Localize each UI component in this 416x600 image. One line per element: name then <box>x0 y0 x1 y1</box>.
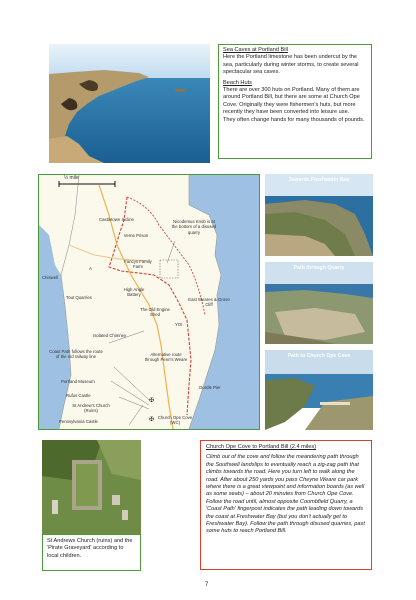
map-label-a: A <box>89 266 92 271</box>
map-label-durdle: Durdle Pier <box>199 385 221 390</box>
sea-caves-photo <box>49 44 210 163</box>
sea-caves-info-box <box>218 44 372 159</box>
map-label-chiswell: Chiswell <box>42 275 58 280</box>
church-ope-path-photo <box>265 350 373 430</box>
sea-caves-title: Sea Caves at Portland Bill <box>223 47 288 53</box>
beach-huts-title: Beach Huts <box>223 79 252 86</box>
svg-text:✠: ✠ <box>149 416 155 423</box>
map-label-nicodemus: Nicodemus Knob is at the bottom of a disused quarry <box>171 219 217 235</box>
quarry-photo-caption: Path through Quarry <box>293 265 345 271</box>
beach-huts-text: There are over 300 huts on Portland. Many of them are around Portland Bill, but there are some at Church Ope Cove. Originally they were fishermen's huts, but more recently they have been converted into leisure use. <box>223 87 360 116</box>
map-label-fancys: Fancys Family Farm <box>124 259 152 270</box>
map-label-church-ope: Church Ope Cove (WC) <box>157 415 193 426</box>
page-number: 7 <box>205 582 209 588</box>
map-label-old-engine: The Old Engine Shed <box>140 307 170 318</box>
map-label-east-weares: East Weares & Grove Cliff <box>188 297 230 308</box>
walk-directions-box <box>200 440 372 570</box>
map-label-rufus: Rufus Castle <box>66 393 91 398</box>
walk-text: Climb out of the cove and follow the meandering path through the Southwell landslips to eventually reach a zig-zag path that climbs towards the road. Here you turn left to walk along the road. After about 250 yards you pass Cheyne Weare car park where there is a great viewpoint and information boards (as well as some seats) – about 20 minutes from Church Ope Cove. Follow the road until, almost opposite Coombfield Quarry, a 'Coast Path' fingerpost indicates the path leading down towards the coast at Freshwater Bay (but you don't actually get to Freshwater Bay). Follow the path through disused quarries, past some huts to reach Portland Bill. <box>206 454 365 535</box>
map-label-st-andrews: St Andrew's Church (Ruins) <box>72 403 110 414</box>
quarry-path-photo <box>265 262 373 344</box>
map-label-museum: Portland Museum <box>61 379 95 384</box>
map-label-coast-path: Coast Path follows the route of the old railway line <box>49 349 103 360</box>
map-label-tout: Tout Quarries <box>66 295 92 300</box>
church-ope-photo-caption: Path to Church Ope Cove <box>287 353 351 359</box>
map-label-pennsylvania: Pennsylvania Castle <box>59 419 98 424</box>
sea-caves-text: Here the Portland limestone has been undercut by the sea, particularly during winter storms, to create several spectacular sea caves. <box>223 54 359 76</box>
beach-huts-text-2: They often change hands for many thousands of pounds. <box>223 116 365 123</box>
map-scale-label: ½ mile <box>64 175 79 181</box>
svg-text:✠: ✠ <box>149 397 155 404</box>
route-map <box>38 174 260 430</box>
church-caption-box <box>42 534 141 571</box>
map-label-high-angle: High Angle Battery <box>123 287 145 298</box>
map-label-castletown: Castletown Incline <box>99 217 134 222</box>
walk-title: Church Ope Cove to Portland Bill (2.4 miles) <box>206 444 317 450</box>
church-caption: St Andrews Church (ruins) and the 'Pirate Graveyard' according to local children. <box>47 538 133 559</box>
map-label-yoi: YOI <box>175 322 183 327</box>
map-label-verne: Verne Prison <box>123 233 149 238</box>
st-andrews-church-photo <box>42 440 141 534</box>
map-label-alternative: Alternative route through Penn's Weare <box>144 352 188 363</box>
map-label-isolated: Isolated Chimney <box>93 333 127 338</box>
freshwater-photo-caption: Towards Freshwater Bay <box>288 177 350 183</box>
freshwater-bay-photo <box>265 174 373 256</box>
